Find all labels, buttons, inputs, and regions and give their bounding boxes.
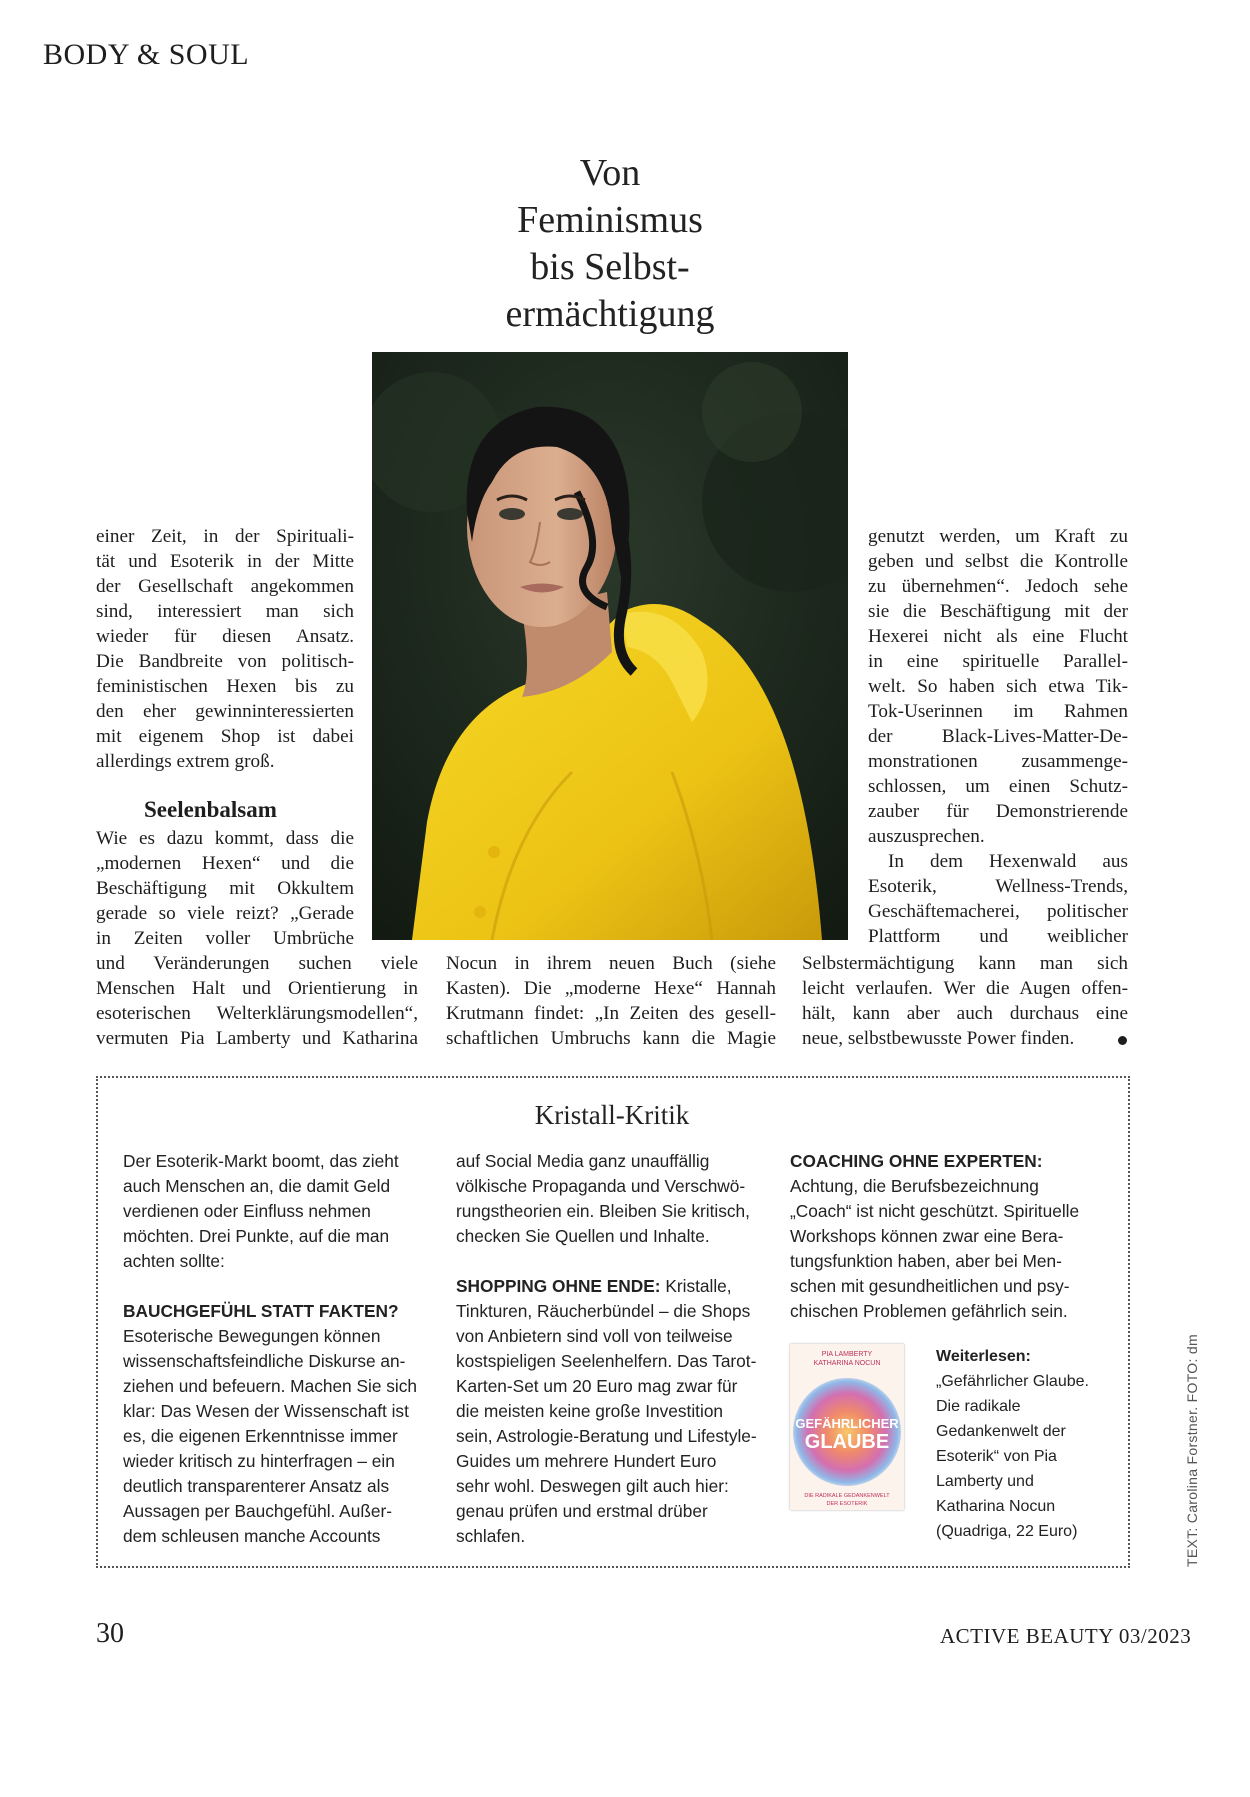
box-heading-coaching: COACHING OHNE EXPERTEN: <box>790 1151 1043 1171</box>
text-line: welt. So haben sich etwa Tik- <box>868 676 1128 697</box>
book-cover <box>790 1344 904 1510</box>
read-more-heading: Weiterlesen: <box>936 1348 1031 1365</box>
text-line: tät und Esoterik in der Mitte <box>96 551 354 572</box>
headline <box>420 150 800 338</box>
article-column-left-top <box>96 524 354 774</box>
box-text-line: Tinkturen, Räucherbündel – die Shops <box>456 1301 751 1321</box>
text-line: Krutmann findet: „In Zeiten des gesell- <box>446 1003 776 1024</box>
text-line: in Zeiten voller Umbrüche <box>96 928 354 949</box>
text-line: Geschäftemacherei, politischer <box>868 901 1128 922</box>
headline-line: ermächtigung <box>505 293 715 335</box>
box-text-line: dem schleusen manche Accounts <box>123 1526 381 1546</box>
box-text-line: von Anbietern sind voll von teilweise <box>456 1326 733 1346</box>
box-text-line: kostspieligen Seelenhelfern. Das Tarot- <box>456 1351 757 1371</box>
box-text-line: Workshops können zwar eine Bera- <box>790 1226 1064 1246</box>
text-line: schlossen, um einen Schutz- <box>868 776 1128 797</box>
read-more-line: Katharina Nocun <box>936 1498 1056 1515</box>
box-text-line: sehr wohl. Deswegen gilt auch hier: <box>456 1476 729 1496</box>
read-more-line: Lamberty und <box>936 1473 1034 1490</box>
page-number: 30 <box>96 1618 124 1649</box>
text-line: sie die Beschäftigung mit der <box>868 601 1128 622</box>
text-line: Plattform und weiblicher <box>868 926 1128 947</box>
text-line: vermuten Pia Lamberty und Katharina <box>96 1028 418 1049</box>
read-more-line: Esoterik“ von Pia <box>936 1448 1057 1465</box>
read-more-line: Gedankenwelt der <box>936 1423 1066 1440</box>
headline-line: Von <box>579 152 641 194</box>
text-line: leicht verlaufen. Wer die Augen offen- <box>802 978 1128 999</box>
magazine-issue: ACTIVE BEAUTY 03/2023 <box>940 1624 1192 1648</box>
text-line: und Veränderungen suchen viele <box>96 953 418 974</box>
text-line: zauber für Demonstrierende <box>868 801 1128 822</box>
text-line: zu übernehmen“. Jedoch sehe <box>868 576 1128 597</box>
box-text-line: schen mit gesundheitlichen und psy- <box>790 1276 1070 1296</box>
text-line: Nocun in ihrem neuen Buch (siehe <box>446 953 776 974</box>
read-more-line: (Quadriga, 22 Euro) <box>936 1523 1078 1540</box>
text-line: einer Zeit, in der Spirituali- <box>96 526 354 547</box>
section-label: BODY & SOUL <box>43 38 250 71</box>
text-line: genutzt werden, um Kraft zu <box>868 526 1128 547</box>
text-line: der Gesellschaft angekommen <box>96 576 354 597</box>
text-line: wieder für diesen Ansatz. <box>96 626 354 647</box>
article-column-right-top <box>868 524 1128 949</box>
headline-line: bis Selbst- <box>530 246 690 288</box>
text-line: Selbstermächtigung kann man sich <box>802 953 1128 974</box>
article-column-middle <box>446 951 776 1051</box>
box-text-line: klar: Das Wesen der Wissenschaft ist <box>123 1401 409 1421</box>
text-line: den eher gewinninteressierten <box>96 701 354 722</box>
box-text-line: Aussagen per Bauchgefühl. Außer- <box>123 1501 392 1521</box>
text-line: mit eigenem Shop ist dabei <box>96 726 354 747</box>
box-text-line: schlafen. <box>456 1526 526 1546</box>
info-box-column-3 <box>790 1149 1110 1324</box>
text-line: neue, selbstbewusste Power finden. <box>802 1028 1075 1049</box>
box-text-line: genau prüfen und erstmal drüber <box>456 1501 708 1521</box>
box-text-line: Achtung, die Berufsbezeichnung <box>790 1176 1039 1196</box>
end-of-article-dot <box>1118 1036 1127 1045</box>
info-box-title: Kristall-Kritik <box>534 1100 690 1130</box>
read-more-line: „Gefährlicher Glaube. <box>936 1373 1089 1390</box>
text-line: in eine spirituelle Parallel- <box>868 651 1128 672</box>
text-line: auszusprechen. <box>868 826 985 847</box>
text-line: Hexerei nicht als eine Flucht <box>868 626 1128 647</box>
box-text-line: Guides um mehrere Hundert Euro <box>456 1451 717 1471</box>
article-column-right-wide <box>802 951 1128 1051</box>
book-title-line-1: GEFÄHRLICHER <box>795 1416 899 1431</box>
text-line: Menschen Halt und Orientierung in <box>96 978 418 999</box>
text-line: Tok-Userinnen im Rahmen <box>868 701 1128 722</box>
text-line: In dem Hexenwald aus <box>888 851 1128 872</box>
text-line: Kasten). Die „moderne Hexe“ Hannah <box>446 978 776 999</box>
book-subtitle-line-2: DER ESOTERIK <box>826 1501 868 1507</box>
text-line: Beschäftigung mit Okkultem <box>96 878 354 899</box>
text-line: gerade so viele reizt? „Gerade <box>96 903 354 924</box>
box-text-line: checken Sie Quellen und Inhalte. <box>456 1226 710 1246</box>
box-heading-shopping: SHOPPING OHNE ENDE: <box>456 1276 661 1296</box>
credits-container <box>1184 1334 1204 1797</box>
info-box-column-2 <box>456 1149 776 1549</box>
text-line: „modernen Hexen“ und die <box>96 853 354 874</box>
text-line: esoterischen Welterklärungsmodellen“, <box>96 1003 418 1024</box>
portrait-photo <box>372 352 848 940</box>
box-text-line: es, die eigenen Erkenntnisse immer <box>123 1426 398 1446</box>
text-line: Die Bandbreite von politisch- <box>96 651 354 672</box>
article-column-left-wide <box>96 951 418 1051</box>
text-line: monstrationen zusammenge- <box>868 751 1128 772</box>
text-line: feministischen Hexen bis zu <box>96 676 354 697</box>
text-line: Wie es dazu kommt, dass die <box>96 828 354 849</box>
box-text-line: tungsfunktion haben, aber bei Men- <box>790 1251 1062 1271</box>
subheading: Seelenbalsam <box>144 797 277 822</box>
book-title-line-2: GLAUBE <box>804 1431 890 1453</box>
book-author-1: PIA LAMBERTY <box>821 1351 873 1358</box>
box-text-line: chischen Problemen gefährlich sein. <box>790 1301 1068 1321</box>
box-text-line: verdienen oder Einfluss nehmen <box>123 1201 371 1221</box>
text-line: der Black-Lives-Matter-De- <box>868 726 1128 747</box>
text-line: Esoterik, Wellness-Trends, <box>868 876 1128 897</box>
box-text-line: achten sollte: <box>123 1251 225 1271</box>
text-line: geben und selbst die Kontrolle <box>868 551 1128 572</box>
box-text-line: rungstheorien ein. Bleiben Sie kritisch, <box>456 1201 750 1221</box>
book-subtitle-line-1: DIE RADIKALE GEDANKENWELT <box>804 1493 890 1499</box>
box-text-line: ziehen und befeuern. Machen Sie sich <box>123 1376 417 1396</box>
box-text-line: Esoterische Bewegungen können <box>123 1326 381 1346</box>
box-text-line: sein, Astrologie-Beratung und Lifestyle- <box>456 1426 757 1446</box>
text-line: allerdings extrem groß. <box>96 751 275 772</box>
info-box-column-1 <box>123 1149 423 1549</box>
box-text-line: deutlich transparenterer Ansatz als <box>123 1476 390 1496</box>
box-text-line <box>456 1274 776 1299</box>
text-line: hält, kann aber auch durchaus eine <box>802 1003 1128 1024</box>
box-text-line: Der Esoterik-Markt boomt, das zieht <box>123 1151 399 1171</box>
portrait-illustration <box>372 352 848 940</box>
box-text-line: Karten-Set um 20 Euro mag zwar für <box>456 1376 738 1396</box>
box-text-line: auf Social Media ganz unauffällig <box>456 1151 710 1171</box>
box-text-line: wissenschaftsfeindliche Diskurse an- <box>123 1351 406 1371</box>
book-author-2: KATHARINA NOCUN <box>813 1360 881 1367</box>
photo-text-credits: TEXT: Carolina Forstner. FOTO: dm <box>1184 1334 1200 1567</box>
text-line: sind, interessiert man sich <box>96 601 354 622</box>
read-more-note <box>936 1344 1126 1544</box>
box-text-line: völkische Propaganda und Verschwö- <box>456 1176 746 1196</box>
box-text-inline: Kristalle, <box>660 1276 732 1296</box>
box-text-line: die meisten keine große Investition <box>456 1401 724 1421</box>
read-more-line: Die radikale <box>936 1398 1021 1415</box>
book-cover-art <box>790 1344 904 1510</box>
box-text-line: möchten. Drei Punkte, auf die man <box>123 1226 390 1246</box>
box-text-line: „Coach“ ist nicht geschützt. Spirituelle <box>790 1201 1080 1221</box>
box-heading-bauchgefuehl: BAUCHGEFÜHL STATT FAKTEN? <box>123 1301 399 1321</box>
box-text-line: auch Menschen an, die damit Geld <box>123 1176 391 1196</box>
headline-line: Feminismus <box>517 199 703 241</box>
text-line: schaftlichen Umbruchs kann die Magie <box>446 1028 776 1049</box>
box-text-line: wieder kritisch zu hinterfragen – ein <box>123 1451 395 1471</box>
article-column-left-bottom <box>96 826 354 951</box>
